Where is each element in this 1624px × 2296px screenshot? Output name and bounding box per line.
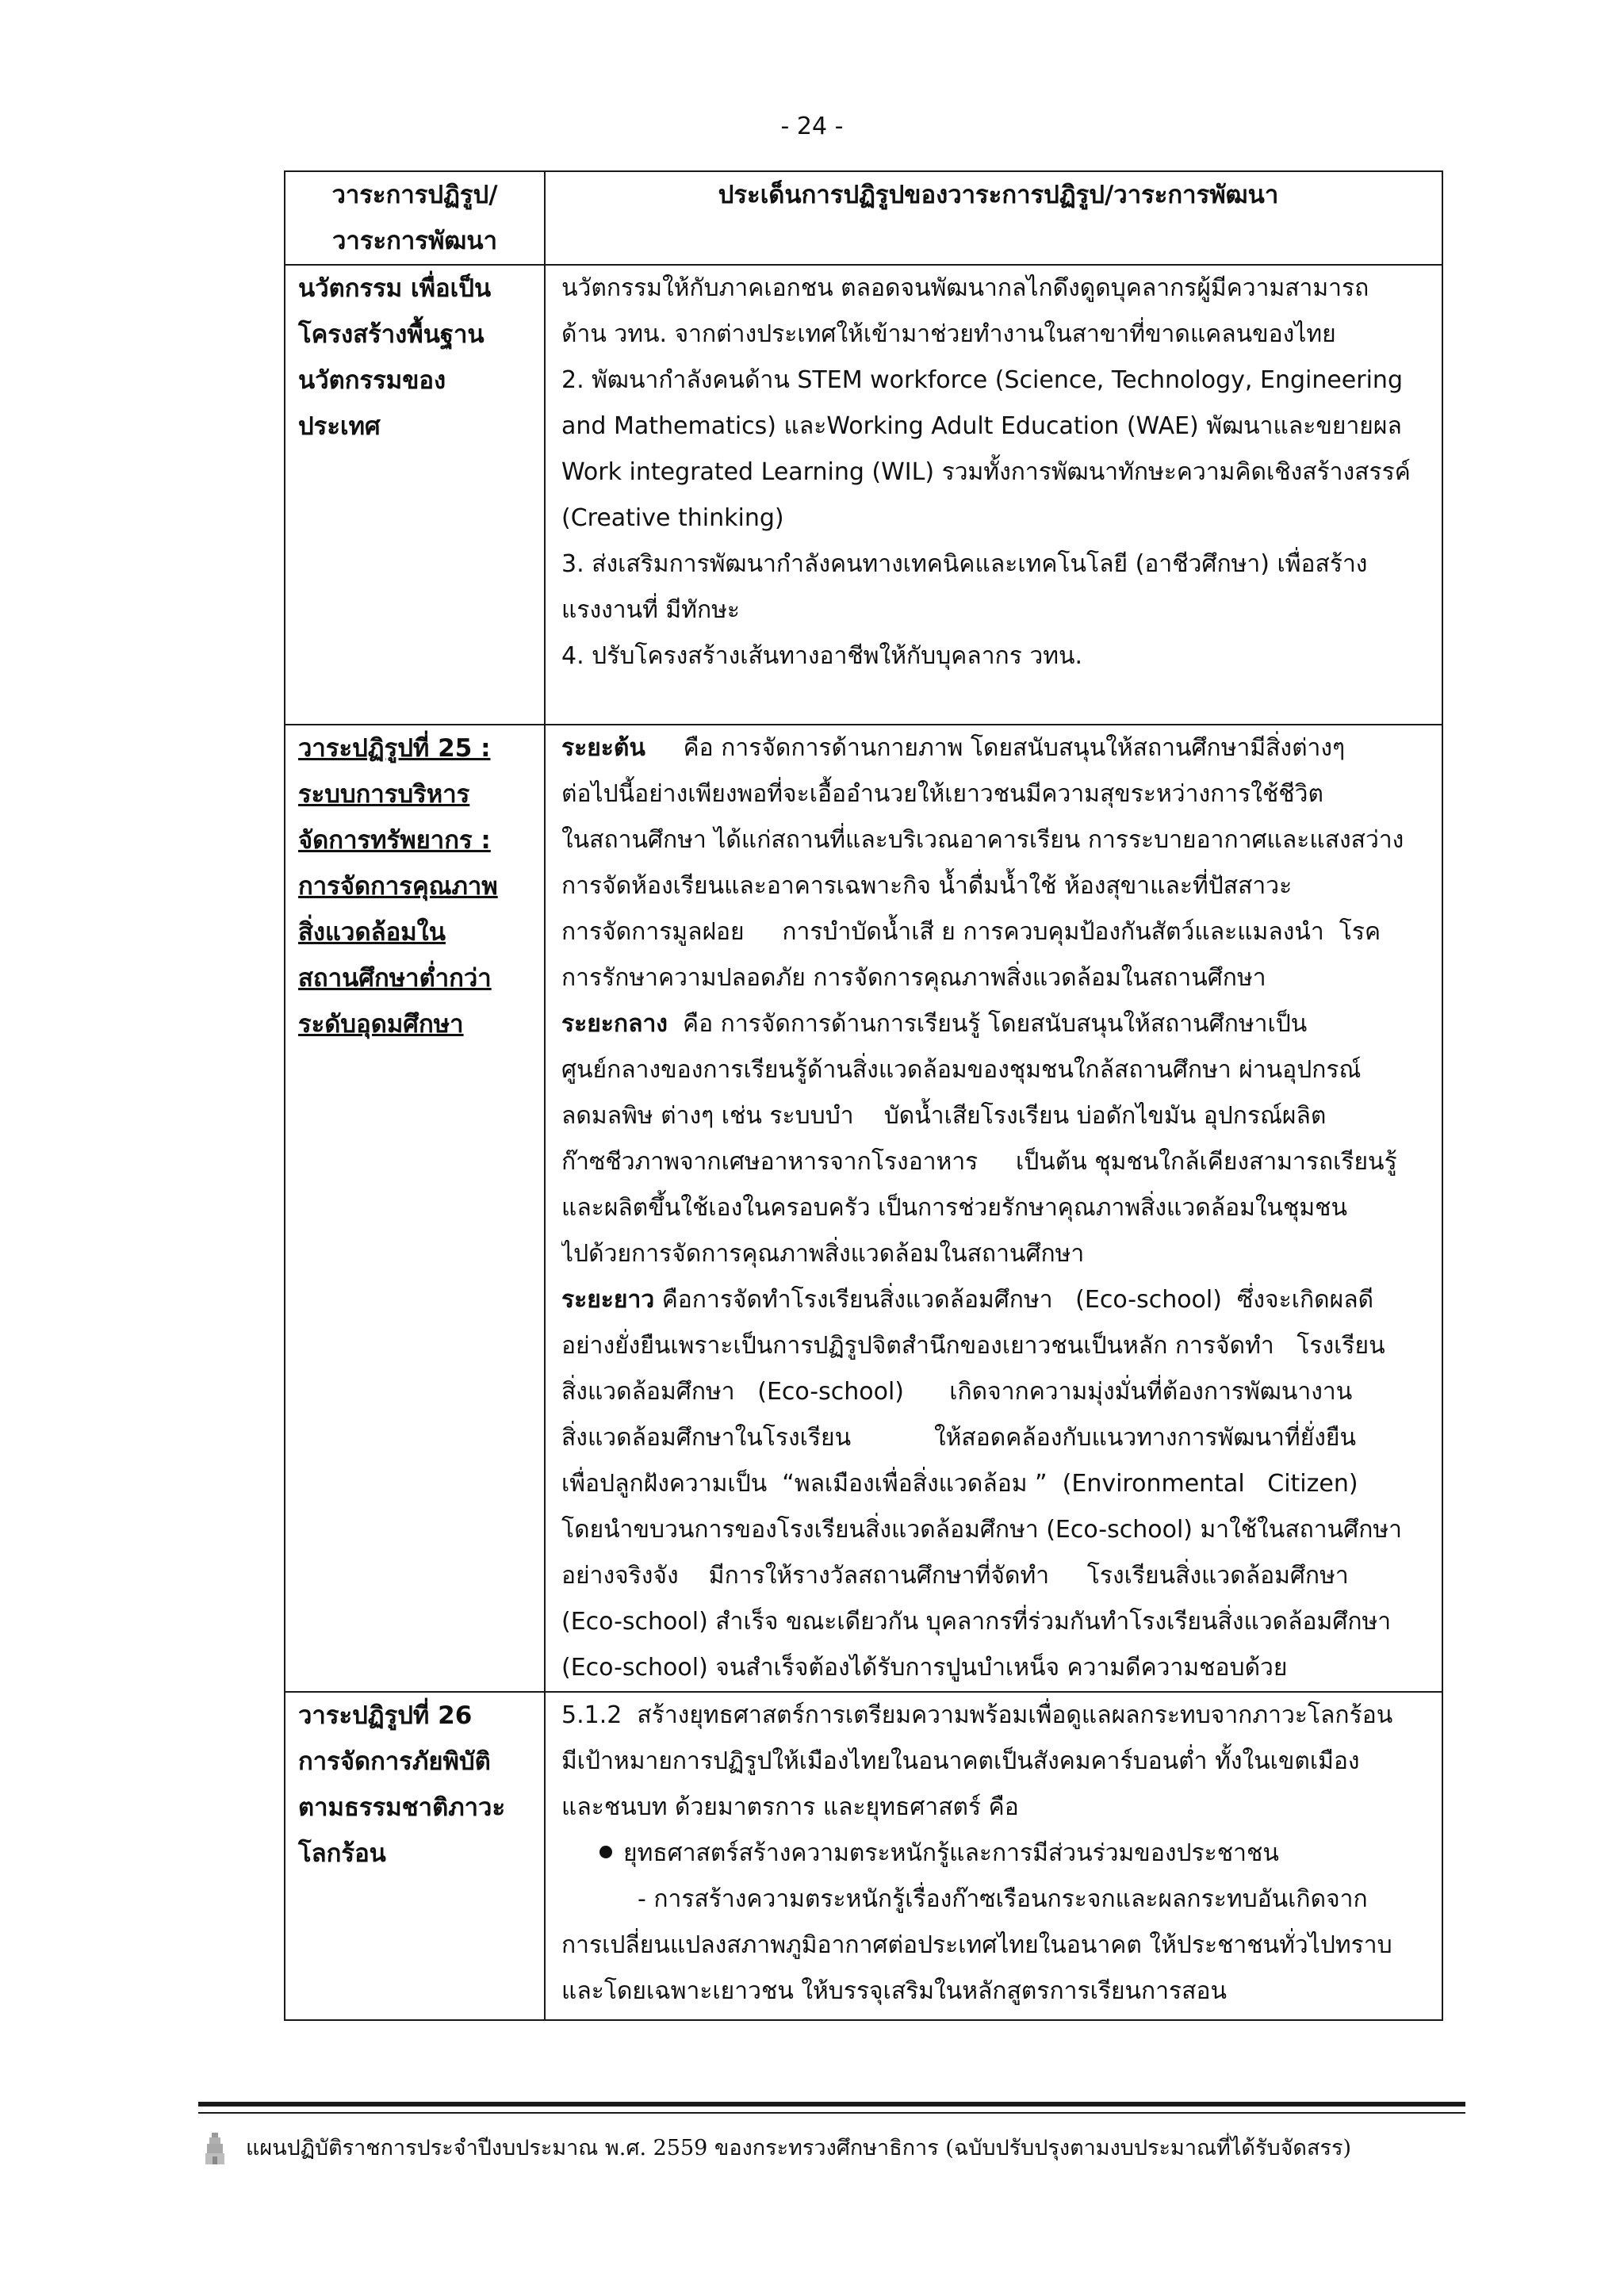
agenda-label-line: ระดับอุดมศึกษา — [298, 1010, 464, 1039]
bullet-text: ยุทธศาสตร์สร้างความตระหนักรู้และการมีส่วนร่วมของประชาชน — [623, 1839, 1279, 1867]
agenda-label-line: ระบบการบริหาร — [298, 780, 470, 809]
table-row — [285, 725, 1442, 1692]
row-issue-content — [545, 725, 1442, 1692]
agenda-label-line: วาระปฏิรูปที่ 25 : — [298, 734, 491, 763]
content-line: 5.1.2 สร้างยุทธศาสตร์การเตรียมความพร้อมเพื่อดูแลผลกระทบจากภาวะโลกร้อน — [561, 1701, 1393, 1729]
row-issue-content — [545, 1692, 1442, 2020]
content-line: 2. พัฒนากำลังคนด้าน STEM workforce (Science, Technology, Engineering — [561, 366, 1403, 394]
agenda-label-line: สถานศึกษาต่ำกว่า — [298, 964, 492, 993]
row-agenda-label — [285, 1692, 545, 2020]
content-line: (Eco-school) สำเร็จ ขณะเดียวกัน บุคลากรที่ร่วมกันทำโรงเรียนสิ่งแวดล้อมศึกษา — [561, 1608, 1392, 1636]
agenda-label-line: สิ่งแวดล้อมใน — [298, 918, 446, 947]
agenda-label-line: ประเทศ — [298, 412, 381, 441]
footer-rule-thick — [198, 2102, 1465, 2107]
content-line: สิ่งแวดล้อมศึกษา (Eco-school) เกิดจากความมุ่งมั่นที่ต้องการพัฒนางาน — [561, 1378, 1353, 1406]
content-line: แรงงานที่ มีทักษะ — [561, 596, 741, 624]
dash-item: - การสร้างความตระหนักรู้เรื่องก๊าซเรือนกระจกและผลกระทบอันเกิดจาก — [638, 1885, 1368, 1913]
agenda-label-line: การจัดการภัยพิบัติ — [298, 1747, 491, 1776]
content-line: ไปด้วยการจัดการคุณภาพสิ่งแวดล้อมในสถานศึกษา — [561, 1240, 1085, 1268]
content-line: ต่อไปนี้อย่างเพียงพอที่จะเอื้ออำนวยให้เยาวชนมีความสุขระหว่างการใช้ชีวิต — [561, 780, 1323, 808]
bullet-dot-icon — [599, 1846, 612, 1858]
page-number: - 24 - — [780, 113, 844, 140]
table-header-row — [285, 171, 1442, 265]
content-line: ลดมลพิษ ต่างๆ เช่น ระบบบำ บัดน้ำเสียโรงเรียน บ่อดักไขมัน อุปกรณ์ผลิต — [561, 1102, 1327, 1130]
agenda-label-line: นวัตกรรม เพื่อเป็น — [298, 274, 492, 303]
table-row — [285, 1692, 1442, 2020]
content-line: and Mathematics) และWorking Adult Education (WAE) พัฒนาและขยายผล — [561, 412, 1402, 440]
bullet-item — [561, 1831, 1435, 1877]
agenda-label-line: วาระปฏิรูปที่ 26 — [298, 1701, 473, 1730]
row-agenda-label — [285, 725, 545, 1692]
header-issues-column: ประเด็นการปฏิรูปของวาระการปฏิรูป/วาระการพัฒนา — [545, 171, 1442, 265]
mid-term-label: ระยะกลาง — [561, 1010, 668, 1038]
content-line: 4. ปรับโครงสร้างเส้นทางอาชีพให้กับบุคลากร วทน. — [561, 642, 1083, 670]
content-line: สิ่งแวดล้อมศึกษาในโรงเรียน ให้สอดคล้องกับแนวทางการพัฒนาที่ยั่งยืน — [561, 1424, 1356, 1452]
long-term-label: ระยะยาว — [561, 1286, 655, 1314]
agenda-label-line: โครงสร้างพื้นฐาน — [298, 320, 485, 349]
content-line: เพื่อปลูกฝังความเป็น “พลเมืองเพื่อสิ่งแวดล้อม ” (Environmental Citizen) — [561, 1470, 1358, 1498]
long-term-text: คือการจัดทำโรงเรียนสิ่งแวดล้อมศึกษา (Eco-school) ซึ่งจะเกิดผลดี — [654, 1286, 1374, 1314]
footer-text: แผนปฏิบัติราชการประจำปีงบประมาณ พ.ศ. 2559 ของกระทรวงศึกษาธิการ (ฉบับปรับปรุงตามงบประมาณที่ได้รับจัดสรร) — [246, 2136, 1351, 2160]
page-footer — [198, 2125, 1465, 2172]
long-term-first-line — [561, 1277, 1435, 1323]
mid-term-first-line — [561, 1001, 1435, 1047]
content-line: ศูนย์กลางของการเรียนรู้ด้านสิ่งแวดล้อมของชุมชนใกล้สถานศึกษา ผ่านอุปกรณ์ — [561, 1056, 1362, 1084]
content-line: (Creative thinking) — [561, 504, 784, 532]
content-line: อย่างยั่งยืนเพราะเป็นการปฏิรูปจิตสำนึกของเยาวชนเป็นหลัก การจัดทำ โรงเรียน — [561, 1332, 1385, 1360]
content-line: 3. ส่งเสริมการพัฒนากำลังคนทางเทคนิคและเทคโนโลยี (อาชีวศึกษา) เพื่อสร้าง — [561, 550, 1368, 578]
content-line: และผลิตขึ้นใช้เองในครอบครัว เป็นการช่วยรักษาคุณภาพสิ่งแวดล้อมในชุมชน — [561, 1194, 1348, 1222]
short-term-first-line — [561, 725, 1435, 771]
content-line: โดยนำขบวนการของโรงเรียนสิ่งแวดล้อมศึกษา (Eco-school) มาใช้ในสถานศึกษา — [561, 1516, 1402, 1544]
header-agenda-line: วาระการพัฒนา — [332, 227, 497, 255]
content-line: Work integrated Learning (WIL) รวมทั้งการพัฒนาทักษะความคิดเชิงสร้างสรรค์ — [561, 458, 1411, 486]
content-line: การเปลี่ยนแปลงสภาพภูมิอากาศต่อประเทศไทยในอนาคต ให้ประชาชนทั่วไปทราบ — [561, 1931, 1392, 1959]
agenda-label-line: ตามธรรมชาติภาวะ — [298, 1793, 506, 1822]
short-term-label: ระยะต้น — [561, 734, 645, 762]
ministry-emblem-icon — [205, 2131, 225, 2166]
content-line: การรักษาความปลอดภัย การจัดการคุณภาพสิ่งแวดล้อมในสถานศึกษา — [561, 964, 1266, 992]
content-line: และชนบท ด้วยมาตรการ และยุทธศาสตร์ คือ — [561, 1793, 1019, 1821]
content-line: การจัดการมูลฝอย การบำบัดน้ำเสี ย การควบคุมป้องกันสัตว์และแมลงนำ โรค — [561, 918, 1381, 946]
footer-rule-thin — [198, 2112, 1465, 2114]
content-line: การจัดห้องเรียนและอาคารเฉพาะกิจ น้ำดื่มน้ำใช้ ห้องสุขาและที่ปัสสาวะ — [561, 872, 1293, 900]
content-line: ก๊าซชีวภาพจากเศษอาหารจากโรงอาหาร เป็นต้น ชุมชนใกล้เคียงสามารถเรียนรู้ — [561, 1148, 1397, 1176]
table-row — [285, 265, 1442, 725]
content-line: มีเป้าหมายการปฏิรูปให้เมืองไทยในอนาคตเป็นสังคมคาร์บอนต่ำ ทั้งในเขตเมือง — [561, 1747, 1360, 1775]
reform-agenda-table — [284, 170, 1443, 2021]
content-line: (Eco-school) จนสำเร็จต้องได้รับการปูนบำเหน็จ ความดีความชอบด้วย — [561, 1654, 1288, 1682]
agenda-label-line: โลกร้อน — [298, 1839, 386, 1868]
agenda-label-line: การจัดการคุณภาพ — [298, 872, 498, 901]
row-agenda-label — [285, 265, 545, 725]
mid-term-text: คือ การจัดการด้านการเรียนรู้ โดยสนับสนุนให้สถานศึกษาเป็น — [667, 1010, 1308, 1038]
content-line: อย่างจริงจัง มีการให้รางวัลสถานศึกษาที่จัดทำ โรงเรียนสิ่งแวดล้อมศึกษา — [561, 1562, 1349, 1590]
row-issue-content — [545, 265, 1442, 725]
content-line: และโดยเฉพาะเยาวชน ให้บรรจุเสริมในหลักสูตรการเรียนการสอน — [561, 1977, 1228, 2005]
header-agenda-column — [285, 171, 545, 265]
short-term-text: คือ การจัดการด้านกายภาพ โดยสนับสนุนให้สถานศึกษามีสิ่งต่างๆ — [645, 734, 1346, 762]
content-line: นวัตกรรมให้กับภาคเอกชน ตลอดจนพัฒนากลไกดึงดูดบุคลากรผู้มีความสามารถ — [561, 274, 1369, 302]
agenda-label-line: จัดการทรัพยากร : — [298, 826, 491, 855]
agenda-label-line: นวัตกรรมของ — [298, 366, 446, 395]
content-line: ในสถานศึกษา ได้แก่สถานที่และบริเวณอาคารเรียน การระบายอากาศและแสงสว่าง — [561, 826, 1404, 854]
header-agenda-line: วาระการปฏิรูป/ — [331, 181, 498, 209]
content-line: ด้าน วทน. จากต่างประเทศให้เข้ามาช่วยทำงานในสาขาที่ขาดแคลนของไทย — [561, 320, 1336, 348]
